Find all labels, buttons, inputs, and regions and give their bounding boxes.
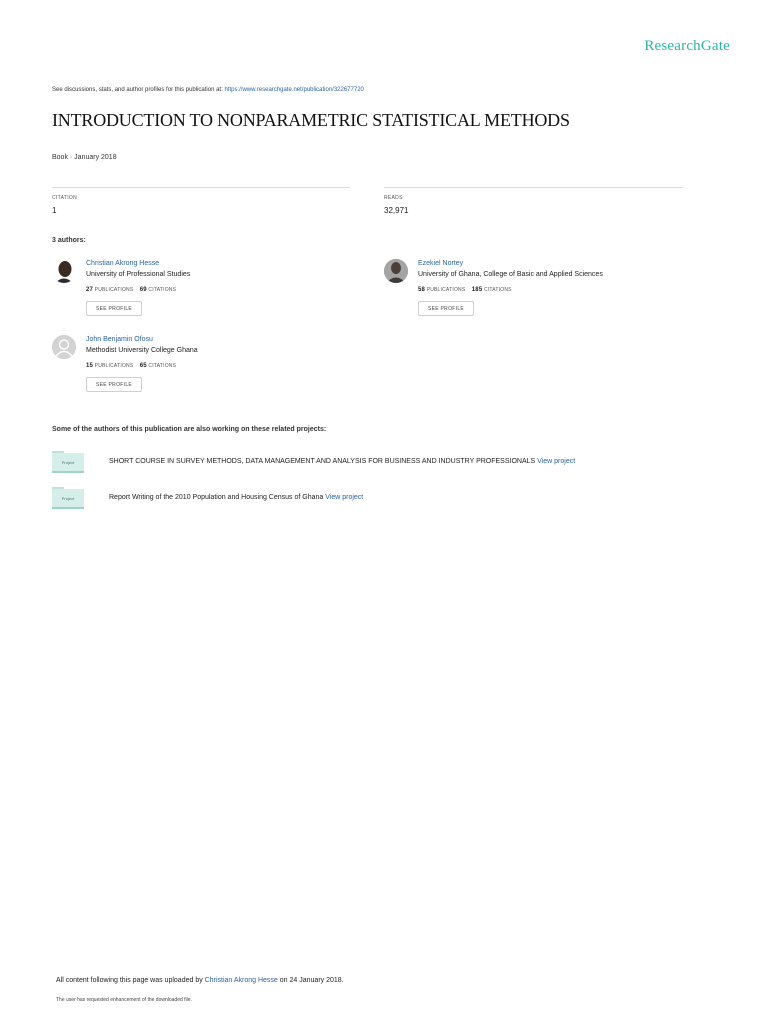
project-title: Report Writing of the 2010 Population and Housing Census of Ghana bbox=[109, 494, 324, 501]
publication-title: INTRODUCTION TO NONPARAMETRIC STATISTICAL METHODS bbox=[52, 110, 570, 130]
author-institution: University of Professional Studies bbox=[86, 271, 191, 278]
project-item bbox=[52, 487, 752, 511]
author-name-link[interactable]: John Benjamin Ofosu bbox=[86, 336, 153, 343]
author-card bbox=[52, 335, 352, 405]
enhancement-notice: The user has requested enhancement of the downloaded file. bbox=[56, 997, 192, 1003]
publications-count: 15 bbox=[86, 363, 94, 369]
citations-count: 185 bbox=[471, 287, 483, 293]
citation-label: CITATION bbox=[52, 195, 77, 201]
publication-url-link[interactable]: https://www.researchgate.net/publication/322677720 bbox=[224, 87, 364, 93]
author-institution: University of Ghana, College of Basic and Applied Sciences bbox=[418, 271, 603, 278]
citations-label: CITATIONS bbox=[483, 287, 512, 293]
view-project-link[interactable]: View project bbox=[325, 494, 364, 501]
author-card bbox=[384, 259, 684, 329]
divider-citation bbox=[52, 187, 350, 188]
author-stats bbox=[418, 287, 512, 293]
see-profile-button[interactable]: SEE PROFILE bbox=[86, 301, 142, 316]
project-folder-icon[interactable] bbox=[52, 487, 84, 509]
project-item bbox=[52, 451, 752, 475]
author-card bbox=[52, 259, 352, 329]
discussion-line bbox=[52, 87, 364, 93]
citations-label: CITATIONS bbox=[148, 287, 177, 293]
author-stats bbox=[86, 287, 176, 293]
publications-label: PUBLICATIONS bbox=[426, 287, 466, 293]
see-profile-button[interactable]: SEE PROFILE bbox=[86, 377, 142, 392]
author-avatar[interactable] bbox=[52, 335, 76, 359]
citation-count: 1 bbox=[52, 206, 57, 215]
author-avatar[interactable] bbox=[384, 259, 408, 283]
reads-label: READS bbox=[384, 195, 403, 201]
citations-label: CITATIONS bbox=[148, 363, 177, 369]
person-photo-icon bbox=[384, 259, 408, 283]
publication-type-date: Book · January 2018 bbox=[52, 154, 117, 161]
divider-reads bbox=[384, 187, 683, 188]
project-title: SHORT COURSE IN SURVEY METHODS, DATA MANAGEMENT AND ANALYSIS FOR BUSINESS AND INDUSTRY PROFESSIONALS bbox=[109, 458, 536, 465]
author-avatar[interactable] bbox=[52, 259, 76, 283]
project-icon-label: Project bbox=[52, 453, 84, 473]
author-name-link[interactable]: Christian Akrong Hesse bbox=[86, 260, 160, 267]
person-photo-icon bbox=[52, 259, 76, 283]
view-project-link[interactable]: View project bbox=[537, 458, 576, 465]
discussion-text: See discussions, stats, and author profiles for this publication at: bbox=[52, 87, 223, 93]
researchgate-logo[interactable]: ResearchGate bbox=[644, 38, 730, 54]
project-folder-icon[interactable] bbox=[52, 451, 84, 473]
citations-count: 65 bbox=[139, 363, 147, 369]
publications-count: 27 bbox=[86, 287, 94, 293]
project-description bbox=[109, 458, 575, 465]
default-user-icon bbox=[52, 335, 76, 359]
upload-notice bbox=[56, 977, 344, 984]
author-institution: Methodist University College Ghana bbox=[86, 347, 198, 354]
citations-count: 69 bbox=[139, 287, 147, 293]
publications-label: PUBLICATIONS bbox=[94, 363, 134, 369]
related-projects-heading: Some of the authors of this publication are also working on these related projects: bbox=[52, 426, 327, 433]
authors-heading: 3 authors: bbox=[52, 237, 86, 244]
project-icon-label: Project bbox=[52, 489, 84, 509]
uploader-link[interactable]: Christian Akrong Hesse bbox=[204, 977, 278, 984]
project-description bbox=[109, 494, 363, 501]
see-profile-button[interactable]: SEE PROFILE bbox=[418, 301, 474, 316]
reads-count: 32,971 bbox=[384, 206, 409, 215]
author-name-link[interactable]: Ezekiel Nortey bbox=[418, 260, 464, 267]
publications-count: 58 bbox=[418, 287, 426, 293]
upload-date: on 24 January 2018. bbox=[279, 977, 344, 984]
upload-prefix: All content following this page was uploaded by bbox=[56, 977, 203, 984]
publications-label: PUBLICATIONS bbox=[94, 287, 134, 293]
author-stats bbox=[86, 363, 176, 369]
